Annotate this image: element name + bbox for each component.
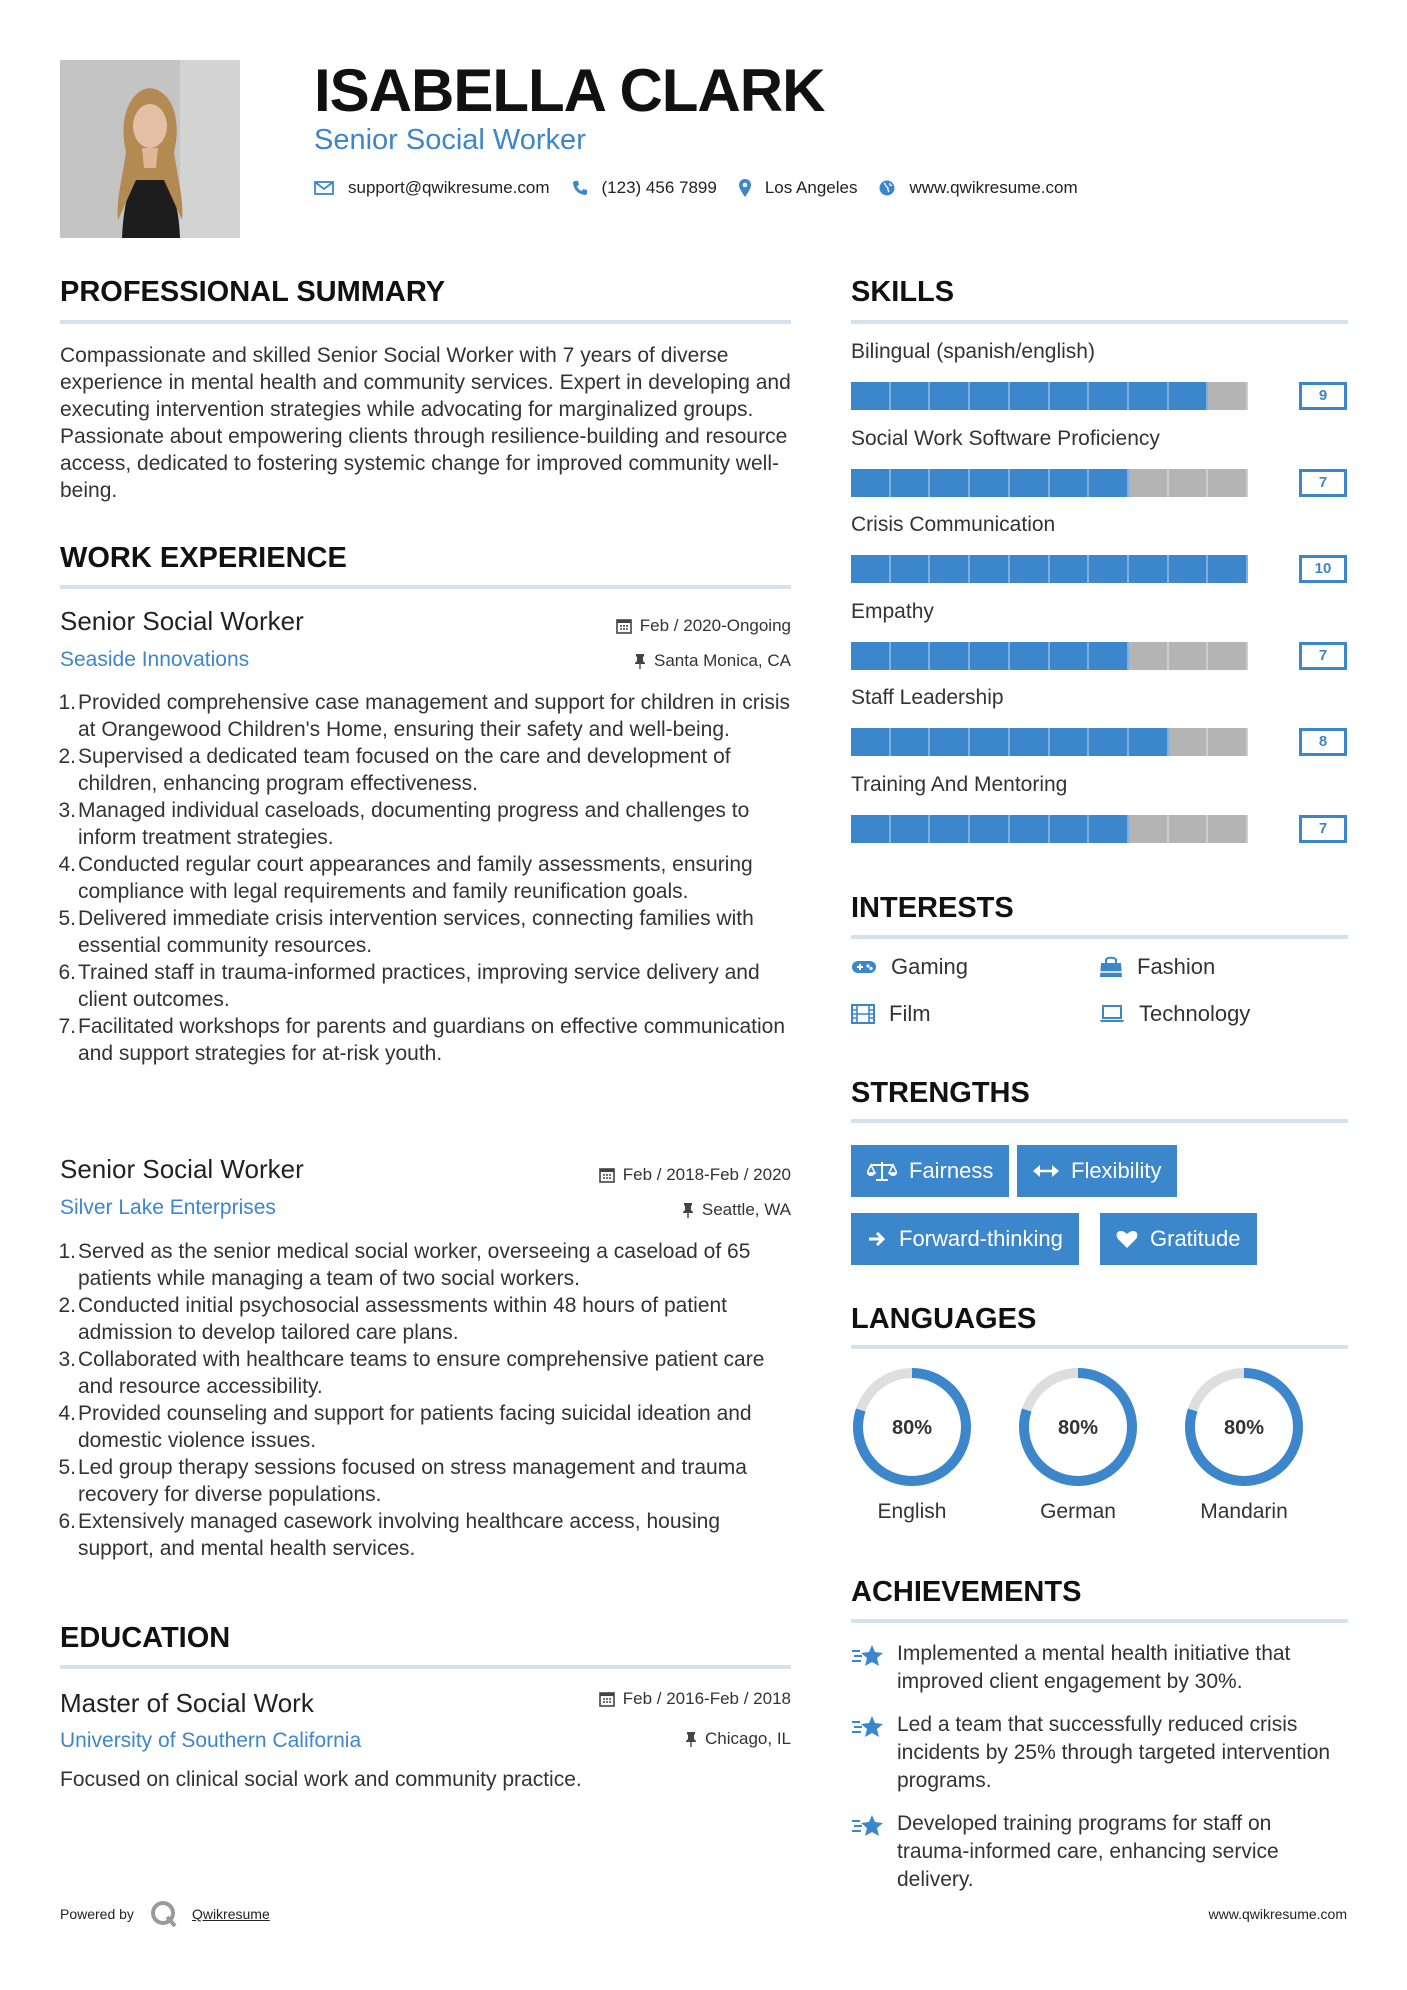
language-percent: 80% xyxy=(1223,1417,1265,1439)
skill-bar xyxy=(851,642,1248,670)
interest-label: Fashion xyxy=(1137,954,1216,979)
pushpin-icon xyxy=(634,653,646,669)
list-item: Supervised a dedicated team focused on the care and development of children, enhancing program effectiveness. xyxy=(78,745,731,795)
skills-heading: SKILLS xyxy=(851,276,955,308)
shopping-bag-icon xyxy=(1099,956,1123,978)
envelope-icon xyxy=(314,181,334,195)
job-1-company: Seaside Innovations xyxy=(60,648,250,671)
film-icon xyxy=(851,1004,875,1024)
achievements-heading: ACHIEVEMENTS xyxy=(851,1576,1082,1608)
strengths-divider xyxy=(851,1119,1348,1123)
list-item: Facilitated workshops for parents and guardians on effective communication and support strategies for at-risk youth. xyxy=(78,1015,785,1065)
education-school: University of Southern California xyxy=(60,1729,362,1752)
skill-label: Social Work Software Proficiency xyxy=(851,426,1160,450)
job-1-bullets xyxy=(60,689,795,1067)
calendar-icon xyxy=(616,618,632,634)
list-item: Delivered immediate crisis intervention services, connecting families with essential community resources. xyxy=(78,907,754,957)
skills-divider xyxy=(851,320,1348,324)
achievements-divider xyxy=(851,1619,1348,1623)
job-2-dates-text: Feb / 2018-Feb / 2020 xyxy=(622,1165,791,1184)
balance-scale-icon xyxy=(867,1160,897,1182)
strength-fairness xyxy=(851,1145,1009,1197)
language-label: German xyxy=(1040,1500,1116,1523)
achievement-text: Implemented a mental health initiative that improved client engagement by 30%. xyxy=(897,1642,1291,1693)
skill-bar xyxy=(851,382,1248,410)
skill-bar xyxy=(851,555,1248,583)
language-label: Mandarin xyxy=(1200,1500,1288,1523)
contact-website[interactable] xyxy=(879,178,1077,198)
qwikresume-logo-icon xyxy=(150,1900,178,1928)
language-percent: 80% xyxy=(891,1417,933,1439)
languages-heading: LANGUAGES xyxy=(851,1303,1037,1335)
skill-level-badge: 10 xyxy=(1299,555,1347,583)
laptop-icon xyxy=(1099,1005,1125,1023)
interests-heading: INTERESTS xyxy=(851,892,1014,924)
job-2-bullets xyxy=(60,1238,795,1562)
skill-level-badge: 7 xyxy=(1299,815,1347,843)
strength-label: Flexibility xyxy=(1071,1158,1162,1183)
education-heading: EDUCATION xyxy=(60,1622,231,1654)
language-ring xyxy=(1183,1366,1305,1493)
interest-fashion xyxy=(1099,954,1215,980)
list-item: Conducted initial psychosocial assessments within 48 hours of patient admission to develop tailored care plans. xyxy=(78,1294,728,1344)
summary-heading: PROFESSIONAL SUMMARY xyxy=(60,276,446,308)
pushpin-icon xyxy=(685,1731,697,1747)
skill-bar xyxy=(851,469,1248,497)
map-marker-icon xyxy=(739,179,751,197)
summary-divider xyxy=(60,320,791,324)
list-item: Conducted regular court appearances and family assessments, ensuring compliance with legal requirements and family reunification goals. xyxy=(78,853,753,903)
language-percent: 80% xyxy=(1057,1417,1099,1439)
list-item: Led group therapy sessions focused on stress management and trauma recovery for diverse populations. xyxy=(78,1456,747,1506)
summary-text: Compassionate and skilled Senior Social Worker with 7 years of diverse experience in mental health and community services. Expert in developing and executing intervention strategies while advocating for marginalized groups. Passionate about empowering clients through resilience-building and resource access, dedicated to fostering systemic change for improved community well-being. xyxy=(60,344,791,502)
candidate-role: Senior Social Worker xyxy=(314,124,586,156)
skill-bar xyxy=(851,728,1248,756)
job-2-location-text: Seattle, WA xyxy=(701,1200,791,1219)
education-description: Focused on clinical social work and community practice. xyxy=(60,1768,582,1791)
skill-label: Training And Mentoring xyxy=(851,773,1068,796)
skill-label: Staff Leadership xyxy=(851,686,1004,710)
education-divider xyxy=(60,1665,791,1669)
arrows-horizontal-icon xyxy=(1033,1164,1059,1178)
skill-level-badge: 7 xyxy=(1299,642,1347,670)
heart-icon xyxy=(1116,1229,1138,1249)
strength-label: Gratitude xyxy=(1150,1226,1241,1251)
education-dates-text: Feb / 2016-Feb / 2018 xyxy=(622,1689,791,1708)
achievement-item xyxy=(851,1810,1348,1894)
interest-film xyxy=(851,1001,931,1027)
strength-gratitude xyxy=(1100,1213,1257,1265)
phone-text: (123) 456 7899 xyxy=(601,178,717,197)
education-location xyxy=(685,1729,791,1749)
interest-gaming xyxy=(851,954,968,980)
location-text: Los Angeles xyxy=(764,178,858,197)
job-1-dates-text: Feb / 2020-Ongoing xyxy=(639,616,791,635)
contact-location xyxy=(739,178,858,198)
skill-level-badge: 7 xyxy=(1299,469,1347,497)
skill-label: Bilingual (spanish/english) xyxy=(851,340,1095,363)
strength-label: Forward-thinking xyxy=(899,1226,1063,1251)
list-item: Provided counseling and support for patients facing suicidal ideation and domestic violence issues. xyxy=(78,1402,752,1452)
strengths-heading: STRENGTHS xyxy=(851,1077,1030,1109)
achievement-text: Led a team that successfully reduced crisis incidents by 25% through targeted intervention programs. xyxy=(897,1713,1331,1792)
achievement-item xyxy=(851,1711,1348,1795)
candidate-name: ISABELLA CLARK xyxy=(314,57,825,124)
calendar-icon xyxy=(599,1167,615,1183)
list-item: Collaborated with healthcare teams to ensure comprehensive patient care and resource accessibility. xyxy=(78,1348,765,1398)
achievement-text: Developed training programs for staff on trauma-informed care, enhancing service delivery. xyxy=(897,1812,1279,1891)
email-text: support@qwikresume.com xyxy=(348,178,550,197)
job-2-company: Silver Lake Enterprises xyxy=(60,1196,276,1219)
strength-flexibility xyxy=(1017,1145,1177,1197)
job-1-location xyxy=(634,651,791,671)
footer-website[interactable]: www.qwikresume.com xyxy=(1208,1906,1347,1922)
contact-bar xyxy=(314,178,1100,198)
shooting-star-icon xyxy=(851,1812,885,1840)
interest-technology xyxy=(1099,1001,1250,1027)
achievement-item xyxy=(851,1640,1348,1696)
phone-icon xyxy=(572,180,588,196)
job-2-location xyxy=(682,1200,791,1220)
education-degree: Master of Social Work xyxy=(60,1688,314,1718)
powered-by-label: Powered by xyxy=(60,1906,134,1922)
education-location-text: Chicago, IL xyxy=(705,1729,791,1748)
job-2-title: Senior Social Worker xyxy=(60,1154,304,1184)
skill-level-badge: 9 xyxy=(1299,382,1347,410)
interest-label: Gaming xyxy=(891,954,969,979)
pushpin-icon xyxy=(682,1202,694,1218)
skill-level-badge: 8 xyxy=(1299,728,1347,756)
job-2-dates xyxy=(599,1165,791,1185)
list-item: Provided comprehensive case management and support for children in crisis at Orangewood Children's Home, ensuring their safety and well-being. xyxy=(78,691,791,741)
contact-phone[interactable] xyxy=(572,178,717,198)
interests-divider xyxy=(851,935,1348,939)
language-ring xyxy=(851,1366,973,1493)
job-1-location-text: Santa Monica, CA xyxy=(653,651,791,670)
language-label: English xyxy=(877,1500,947,1523)
education-dates xyxy=(599,1689,791,1709)
experience-divider xyxy=(60,585,791,589)
gamepad-icon xyxy=(851,959,877,975)
arrow-right-icon xyxy=(867,1230,887,1248)
interest-label: Technology xyxy=(1139,1001,1251,1026)
shooting-star-icon xyxy=(851,1713,885,1741)
job-1-dates xyxy=(616,616,791,636)
list-item: Trained staff in trauma-informed practices, improving service delivery and client outcomes. xyxy=(78,961,760,1011)
list-item: Served as the senior medical social worker, overseeing a caseload of 65 patients while managing a team of two social workers. xyxy=(78,1240,751,1290)
language-ring xyxy=(1017,1366,1139,1493)
list-item: Extensively managed casework involving healthcare access, housing support, and mental health services. xyxy=(78,1510,721,1560)
skill-label: Crisis Communication xyxy=(851,513,1056,537)
languages-divider xyxy=(851,1345,1348,1349)
globe-icon xyxy=(879,180,895,196)
experience-heading: WORK EXPERIENCE xyxy=(60,542,347,574)
skill-label: Empathy xyxy=(851,599,934,623)
footer-branding xyxy=(60,1900,270,1928)
job-1-title: Senior Social Worker xyxy=(60,606,304,636)
list-item: Managed individual caseloads, documenting progress and challenges to inform treatment strategies. xyxy=(78,799,750,849)
shooting-star-icon xyxy=(851,1642,885,1670)
strength-label: Fairness xyxy=(909,1158,994,1183)
contact-email[interactable] xyxy=(314,178,550,198)
strength-forward-thinking xyxy=(851,1213,1079,1265)
skill-bar xyxy=(851,815,1248,843)
calendar-icon xyxy=(599,1691,615,1707)
interest-label: Film xyxy=(889,1001,931,1026)
qwikresume-link[interactable]: Qwikresume xyxy=(191,1906,270,1922)
website-text: www.qwikresume.com xyxy=(909,178,1078,197)
profile-photo xyxy=(60,60,240,238)
